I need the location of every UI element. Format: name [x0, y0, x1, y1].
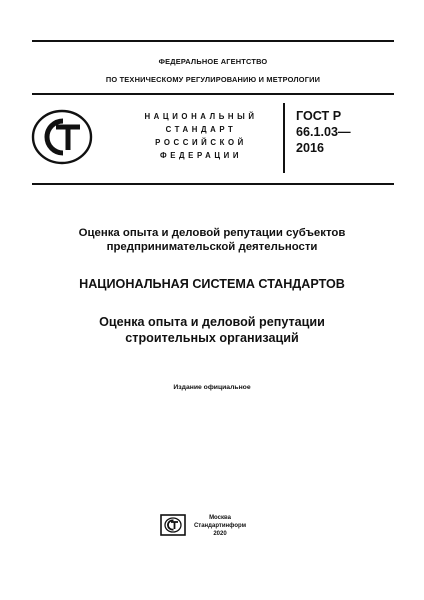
- standard-block-bottom-rule: [32, 183, 394, 185]
- gost-line-1: ГОСТ Р: [296, 109, 342, 123]
- standard-group-title: [20, 226, 404, 254]
- agency-line-2: ПО ТЕХНИЧЕСКОМУ РЕГУЛИРОВАНИЮ И МЕТРОЛОГИИ: [105, 75, 321, 84]
- edition-label: Издание официальное: [173, 384, 251, 391]
- publisher-block: [190, 514, 250, 538]
- publisher-city: Москва: [209, 515, 231, 521]
- standard-number: [296, 108, 396, 156]
- national-line-1: НАЦИОНАЛЬНЫЙ: [144, 112, 258, 121]
- vertical-divider: [283, 103, 285, 173]
- gost-r-certification-mark-icon: [30, 108, 94, 166]
- national-line-2: СТАНДАРТ: [165, 125, 237, 134]
- title1-line-2: предпринимательской деятельности: [106, 241, 318, 253]
- national-line-3: РОССИЙСКОЙ: [155, 138, 247, 147]
- national-standard-label: [142, 110, 260, 162]
- title3-line-2: строительных организаций: [125, 331, 299, 345]
- standartinform-logo-icon: [160, 514, 186, 536]
- gost-line-3: 2016: [296, 141, 325, 155]
- title1-line-1: Оценка опыта и деловой репутации субъектов: [78, 227, 346, 239]
- agency-line-1: ФЕДЕРАЛЬНОЕ АГЕНТСТВО: [158, 57, 268, 66]
- system-title: НАЦИОНАЛЬНАЯ СИСТЕМА СТАНДАРТОВ: [79, 277, 345, 291]
- header-bottom-rule: [32, 93, 394, 95]
- publisher-year: 2020: [213, 531, 227, 537]
- document-title: [20, 314, 404, 346]
- national-line-4: ФЕДЕРАЦИИ: [159, 151, 243, 160]
- top-rule: [32, 40, 394, 42]
- title3-line-1: Оценка опыта и деловой репутации: [99, 315, 325, 329]
- publisher-name: Стандартинформ: [193, 523, 247, 529]
- gost-line-2: 66.1.03—: [296, 125, 351, 139]
